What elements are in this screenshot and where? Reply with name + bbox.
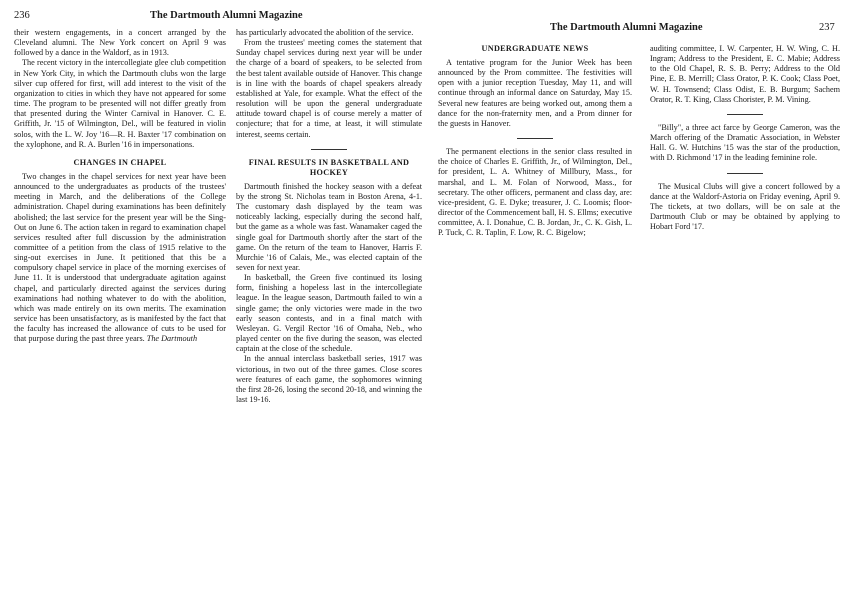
paragraph: A tentative program for the Junior Week has been announced by the Prom committee. The festivities will open with a junior reception Tuesday, May 11, and will continue through an informal dance on Saturday, May 15. Several new features are being worked out, among them a dance for the non-fraternity men, and a Prom dinner for the guests in Hanover. [438, 58, 632, 128]
section-heading-final-results: FINAL RESULTS IN BASKETBALL AND HOCKEY [248, 157, 410, 177]
paragraph: The permanent elections in the senior class resulted in the choice of Charles E. Griffith, Jr., of Wilmington, Del., for president, L. A. Whitney of Millbury, Mass., for marshal, and L. M. Folan of Norwood, Mass., for secretary. The other officers, permanent and class day, are: vice-president, G. E. Dyke; treasurer, J. C. Loomis; floor-director of the Commencement ball, H. S. Ellms; executive committee, A. I. Donahue, C. B. Jordan, Jr., C. K. Gish, L. P. Tuck, C. R. Taplin, F. Low, R. C. Bigelow; [438, 147, 632, 238]
page-number: 237 [819, 22, 835, 33]
page-number: 236 [14, 10, 30, 21]
divider-rule [727, 173, 763, 174]
divider-rule [311, 149, 347, 150]
section-heading-changes-in-chapel: CHANGES IN CHAPEL [73, 157, 167, 167]
section-heading-undergraduate-news: UNDERGRADUATE NEWS [481, 44, 589, 53]
paragraph: In basketball, the Green five continued its losing form, finishing a hopeless last in the intercollegiate league. In the league season, Dartmouth failed to win a single game; the only victories were made in the two early season contests, and in a final match with Wesleyan. G. Vergil Rector '16 of Omaha, Neb., who played center on the five during the season, was elected captain at the close of the schedule. [236, 273, 422, 354]
running-head: The Dartmouth Alumni Magazine [550, 22, 703, 33]
paragraph: "Billy", a three act farce by George Cameron, was the March offering of the Dramatic Association, in Webster Hall. G. W. Hutchins '15 was the star of the production, with D. Richmond '17 in the leading feminine role. [650, 122, 840, 163]
divider-rule [727, 114, 763, 115]
column-right-1 [438, 44, 632, 239]
paragraph: From the trustees' meeting comes the statement that Sunday chapel services during next year will be under the charge of a board of speakers, to be selected from the best talent available outside of Hanover. This change is in line with the boards of chapel speakers already established at Yale, for example. What the effect of the resolution will be upon the general undergraduate attitude toward chapel is of course merely a matter of conjecture; that for a time, at least, it will stimulate interest, seems certain. [236, 38, 422, 139]
paragraph: auditing committee, I. W. Carpenter, H. W. Wing, C. H. Ingram; Address to the President, E. C. Mabie; Address to the Old Chapel, R. S. B. Perry; Address to the Old Pine, E. B. Merrill; Class Orator, P. K. Cook; Class Poet, W. H. Townsend; Class Odist, E. B. Burgum; Sachem Orator, R. T. King, Class Chorister, P. M. Vining. [650, 44, 840, 104]
divider-rule [517, 138, 553, 139]
running-head: The Dartmouth Alumni Magazine [150, 10, 303, 21]
column-left-1 [14, 28, 226, 345]
paragraph: has particularly advocated the abolition of the service. [236, 28, 414, 37]
paragraph: Two changes in the chapel services for next year have been announced to the undergraduates as products of the trustees' meeting in March, and the deliberations of the College administration. Chapel during examinations has been definitely abolished; the last service for the present year will be the Sing-Out on June 6. The action taken in regard to examination chapel services resulted after full discussion by the administration committee of a petition from the class of 1915 relative to the sing-out exercises in June. It petitioned that this be a compulsory chapel service in place of the morning exercises of June 11. It is understood that undergraduate agitation against chapel, and particularly directed against the services during examinations had nothing whatever to do with the abolition, which was made entirely on its own merits. The examination service has been unsatisfactory, as is manifested by the fact that the faculty has increased the allowance of cuts to be used for that purpose during the past three years. The Dartmouth [14, 171, 226, 344]
right-page [426, 0, 852, 600]
column-left-2 [236, 28, 422, 405]
italic-text: The Dartmouth [146, 334, 198, 344]
paragraph: In the annual interclass basketball series, 1917 was victorious, in two out of the three games. Close scores were features of each game, the sophomores winning the first 28-26, losing the second 20-18, and winning the last 19-16. [236, 354, 422, 404]
paragraph: their western engagements, in a concert arranged by the Cleveland alumni. The New York concert on April 9 was followed by a dance in the Waldorf, as in 1913. [14, 28, 226, 58]
column-right-2 [650, 44, 840, 232]
paragraph: Dartmouth finished the hockey season with a defeat by the strong St. Nicholas team in Boston Arena, 4-1. The customary dash displayed by the team was noticeably lacking, especially during the second half, but the game as a whole was fast. Wanamaker caged the single goal for Dartmouth shortly after the start of the game. On the return of the team to Hanover, Harris F. Murchie '16 of Calais, Me., was elected captain of the seven for next year. [236, 181, 422, 272]
paragraph: The recent victory in the intercollegiate glee club competition in New York City, in which the Dartmouth clubs won the large silver cup offered for first, will add interest to the visit of the organization to cities in which they have not appeared for some time. The program to be presented will not differ greatly from that presented during the Winter Carnival in Hanover. C. E. Griffith, Jr. '15 of Wilmington, Del., will be featured in violin solos, with the L. W. Joy '16—R. H. Baxter '17 combination on the xylophone, and R. A. Burlen '16 in impersonations. [14, 58, 226, 149]
paragraph: The Musical Clubs will give a concert followed by a dance at the Waldorf-Astoria on Friday evening, April 9. The tickets, at two dollars, will be on sale at the Dartmouth Club or may be obtained by applying to Hobart Ford '17. [650, 181, 840, 232]
